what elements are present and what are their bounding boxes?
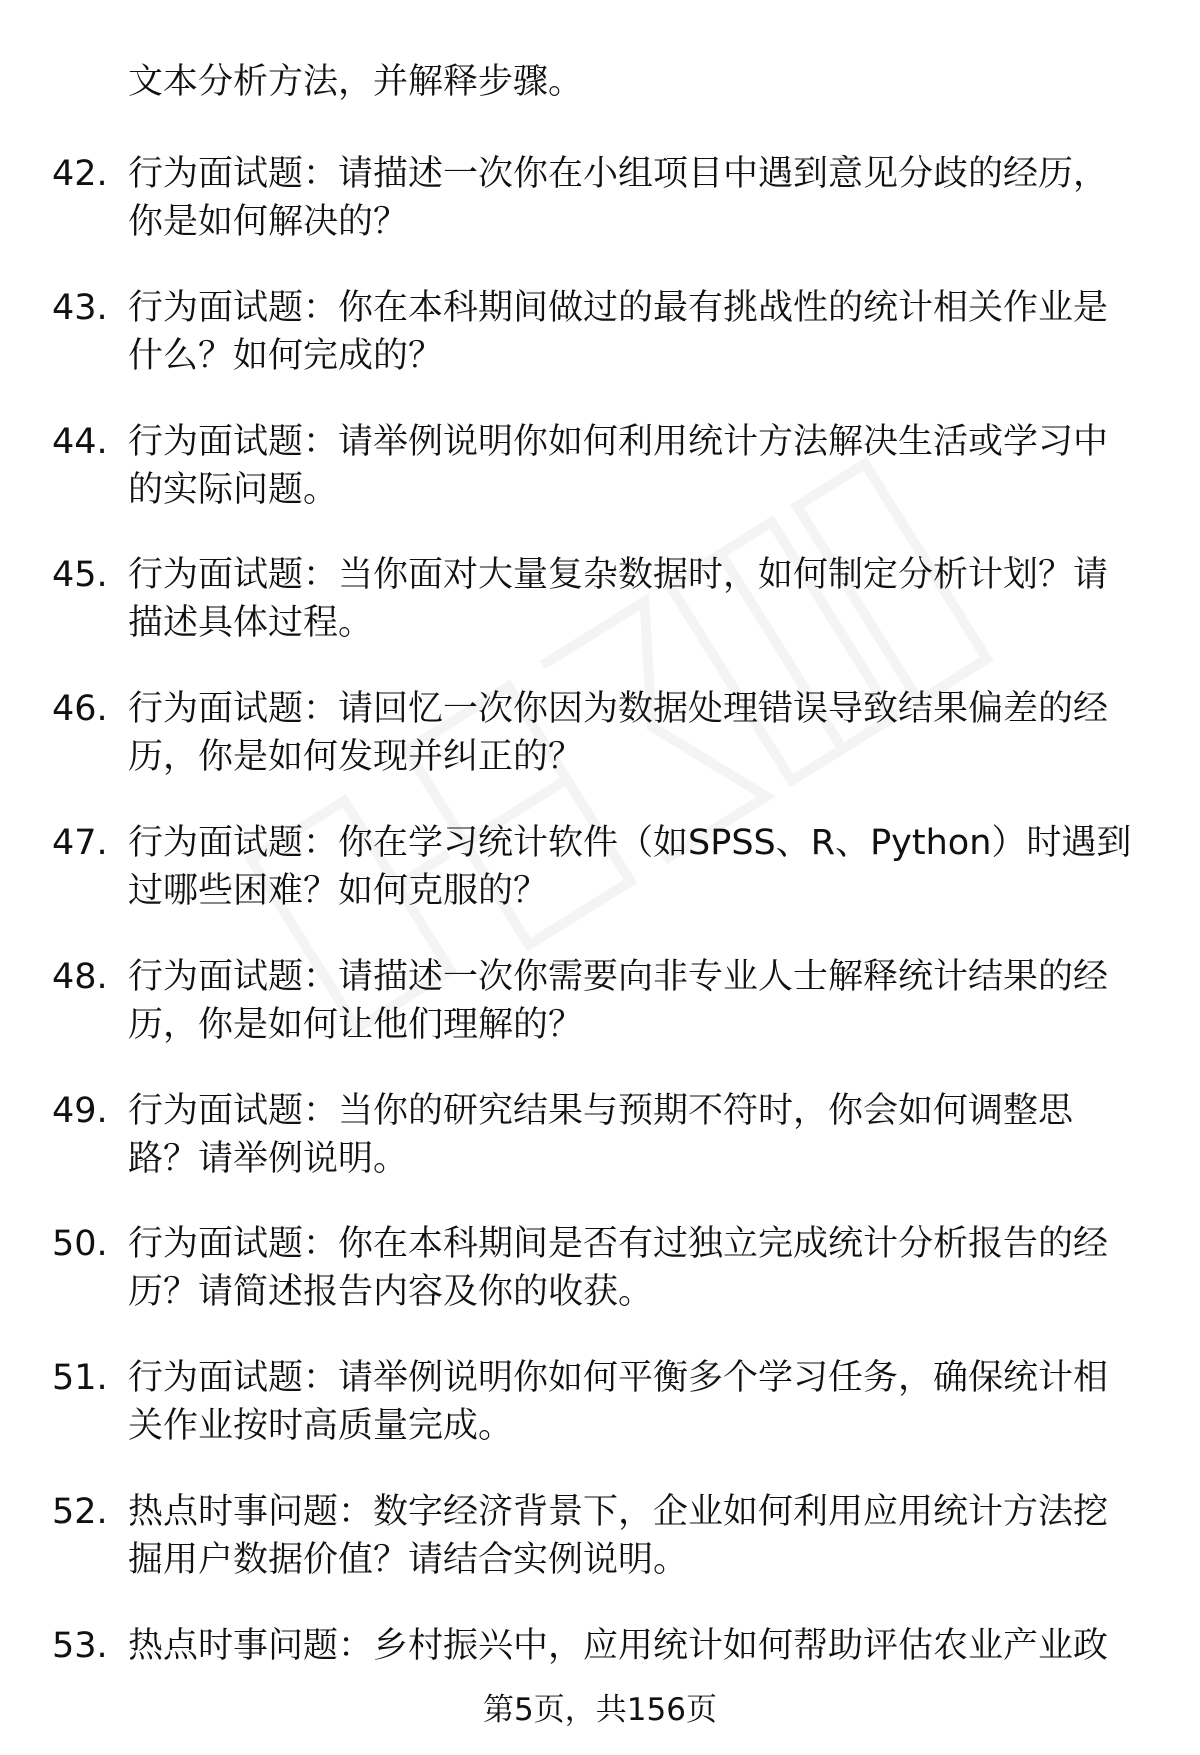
question-text-line: 行为面试题：当你的研究结果与预期不符时，你会如何调整思 — [128, 1090, 1074, 1131]
question-item — [0, 953, 1200, 1063]
question-text-line: 掘用户数据价值？请结合实例说明。 — [128, 1540, 689, 1580]
question-text-line: 热点时事问题：乡村振兴中，应用统计如何帮助评估农业产业政 — [128, 1625, 1109, 1666]
question-text-line: 历，你是如何让他们理解的？ — [128, 1004, 584, 1045]
question-item — [0, 1354, 1200, 1464]
question-number: 48. — [52, 956, 108, 997]
question-text — [128, 551, 1158, 647]
question-text-line: 行为面试题：你在本科期间是否有过独立完成统计分析报告的经 — [128, 1224, 1109, 1265]
question-text-line: 描述具体过程。 — [128, 603, 374, 644]
question-number: 49. — [52, 1090, 108, 1131]
question-text — [128, 418, 1158, 514]
question-item — [0, 1488, 1200, 1598]
question-text-line: 行为面试题：请描述一次你在小组项目中遇到意见分歧的经历， — [128, 154, 1109, 194]
question-text-line: 行为面试题：请举例说明你如何平衡多个学习任务，确保统计相 — [128, 1358, 1109, 1399]
question-number: 45. — [52, 555, 108, 596]
question-number: 43. — [52, 287, 108, 328]
question-text — [128, 1622, 1158, 1670]
question-text — [128, 1488, 1158, 1584]
question-text-line: 关作业按时高质量完成。 — [128, 1406, 514, 1447]
question-text — [128, 284, 1158, 380]
question-text-line: 行为面试题：你在本科期间做过的最有挑战性的统计相关作业是 — [128, 287, 1109, 328]
question-text — [128, 1087, 1158, 1183]
question-number: 46. — [52, 689, 108, 730]
question-text — [128, 150, 1158, 246]
question-text-line: 行为面试题：请举例说明你如何利用统计方法解决生活或学习中 — [128, 421, 1109, 462]
question-text-line: 行为面试题：当你面对大量复杂数据时，如何制定分析计划？请 — [128, 555, 1109, 596]
question-number: 47. — [52, 823, 108, 863]
question-number: 42. — [52, 154, 108, 194]
question-text-line: 你是如何解决的？ — [128, 202, 409, 242]
question-item — [0, 150, 1200, 260]
question-number: 50. — [52, 1224, 108, 1265]
question-text-line: 热点时事问题：数字经济背景下，企业如何利用应用统计方法挖 — [128, 1492, 1109, 1532]
question-item — [0, 284, 1200, 394]
question-text-line: 过哪些困难？如何克服的？ — [128, 871, 549, 911]
question-text — [128, 1354, 1158, 1450]
question-text — [128, 1220, 1158, 1316]
question-text — [128, 819, 1158, 915]
question-item — [0, 685, 1200, 795]
question-text-line: 历？请简述报告内容及你的收获。 — [128, 1272, 654, 1313]
question-text-line: 的实际问题。 — [128, 469, 339, 510]
question-text-line: 行为面试题：请回忆一次你因为数据处理错误导致结果偏差的经 — [128, 689, 1109, 730]
question-item — [0, 551, 1200, 661]
question-text — [128, 953, 1158, 1049]
question-text-line: 历，你是如何发现并纠正的？ — [128, 737, 584, 778]
question-number: 52. — [52, 1492, 108, 1532]
continuation-text: 文本分析方法，并解释步骤。 — [128, 62, 584, 102]
question-item — [0, 819, 1200, 929]
question-text — [128, 685, 1158, 781]
question-text-line: 行为面试题：请描述一次你需要向非专业人士解释统计结果的经 — [128, 956, 1109, 997]
question-number: 53. — [52, 1625, 108, 1666]
page-footer: 第5页，共156页 — [483, 1692, 717, 1728]
question-item — [0, 1220, 1200, 1330]
question-number: 51. — [52, 1358, 108, 1399]
question-text-line: 什么？如何完成的？ — [128, 335, 444, 376]
question-text-line: 路？请举例说明。 — [128, 1138, 409, 1179]
question-item — [0, 1087, 1200, 1197]
question-text-line: 行为面试题：你在学习统计软件（如SPSS、R、Python）时遇到 — [128, 823, 1132, 863]
question-item — [0, 418, 1200, 528]
question-number: 44. — [52, 421, 108, 462]
